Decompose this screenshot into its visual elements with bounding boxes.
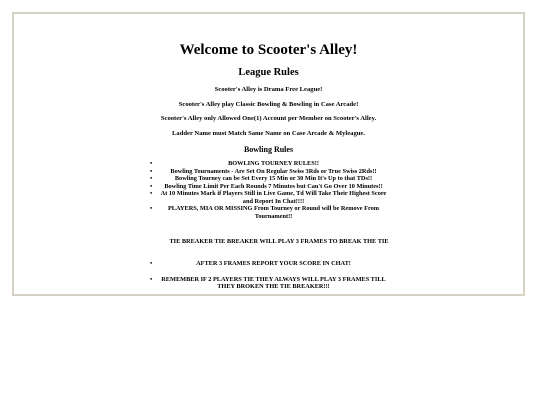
list-item: • PLAYERS, MIA OR MISSING From Tourney or Round will be Remove From Tournament!! [156, 205, 391, 220]
league-rule: Ladder Name must Match Same Name on Case Arcade & Myleague. [172, 130, 365, 137]
page-title: Welcome to Scooter's Alley! [179, 42, 358, 58]
bowling-rules-list-2 [156, 260, 391, 291]
list-item: • BOWLING TOURNEY RULES!! [156, 160, 391, 168]
tie-breaker-text: TIE BREAKER TIE BREAKER WILL PLAY 3 FRAMES TO BREAK THE TIE [169, 238, 389, 245]
content-area [14, 14, 523, 294]
league-rule: Scooter's Alley is Drama Free League! [214, 86, 323, 93]
bowling-rules-list [156, 160, 391, 220]
league-rule: Scooter's Alley play Classic Bowling & Bowling in Case Arcade! [178, 101, 359, 108]
content-frame [12, 12, 525, 296]
list-item: • Bowling Tournaments - Are Set On Regular Swiss 3Rds or True Swiss 2Rds!! [156, 168, 391, 176]
list-item: • Bowling Time Limit Per Each Rounds 7 Minutes but Can't Go Over 10 Minutes!! [156, 183, 391, 191]
list-item: • REMEMBER IF 2 PLAYERS TIE THEY ALWAYS WILL PLAY 3 FRAMES TILL THEY BROKEN THE TIE BREAKER!!! [156, 276, 391, 291]
list-item: • At 10 Minutes Mark if Players Still in Live Game, Td Will Take Their Highest Score and Report In Chat!!!! [156, 190, 391, 205]
bowling-rules-heading: Bowling Rules [243, 145, 294, 154]
list-item: • AFTER 3 FRAMES REPORT YOUR SCORE IN CHAT! [156, 260, 391, 268]
league-rules-heading: League Rules [238, 67, 299, 78]
league-rule: Scooter's Alley only Allowed One(1) Account per Member on Scooter's Alley. [160, 115, 377, 122]
list-item: • Bowling Tourney can be Set Every 15 Min or 30 Min It's Up to that TDs!! [156, 175, 391, 183]
